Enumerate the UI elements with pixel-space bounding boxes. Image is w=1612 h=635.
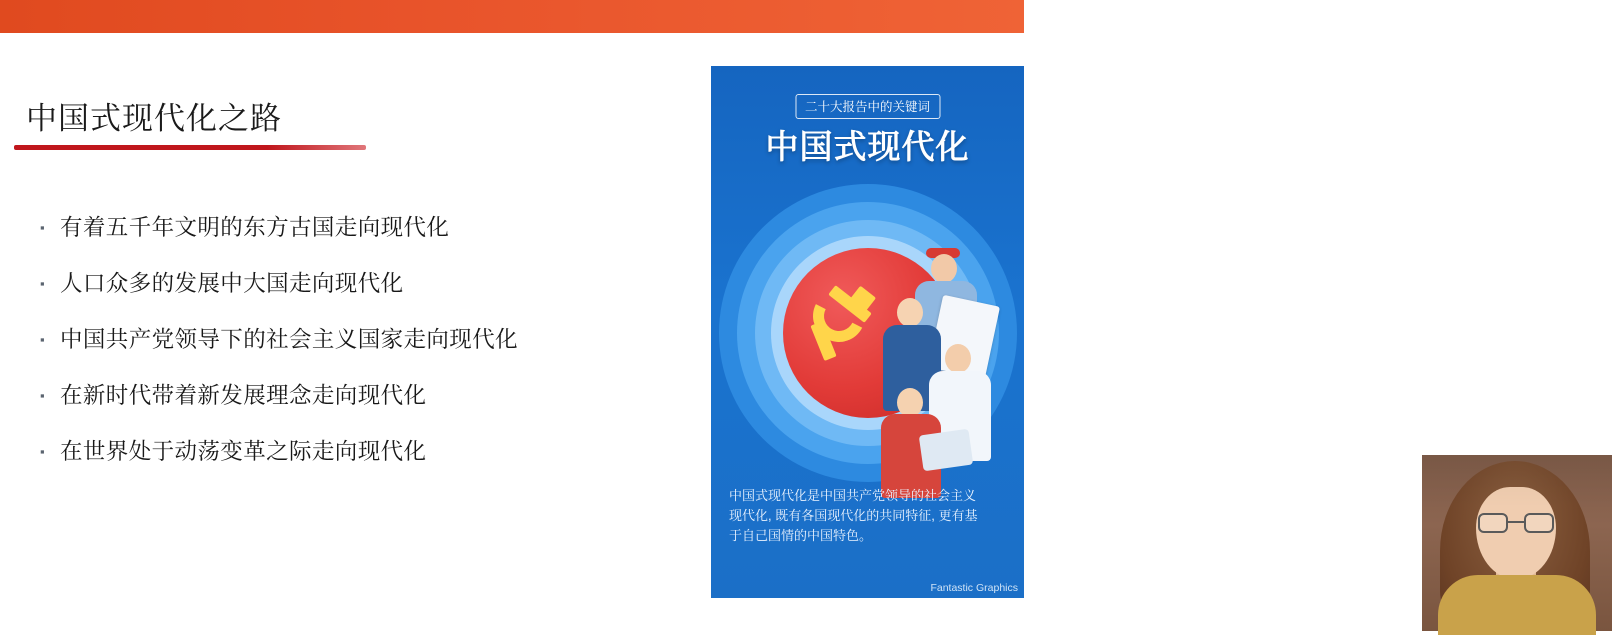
- poster-caption: 中国式现代化是中国共产党领导的社会主义现代化, 既有各国现代化的共同特征, 更有基于自己国情的中国特色。: [729, 488, 978, 543]
- bullet-marker-icon: ▪: [40, 388, 45, 403]
- bullet-marker-icon: ▪: [40, 276, 45, 291]
- top-orange-band: [0, 0, 1024, 35]
- poster-illustration: [711, 66, 1024, 598]
- list-item: [40, 435, 670, 479]
- list-item-label: 有着五千年文明的东方古国走向现代化: [60, 215, 450, 240]
- hammer-and-sickle-icon: [809, 284, 879, 364]
- list-item: [40, 379, 670, 423]
- list-item-label: 在新时代带着新发展理念走向现代化: [60, 383, 427, 408]
- slide-canvas: [0, 33, 1024, 594]
- presenter-webcam: [1422, 455, 1612, 631]
- poster-kicker: 二十大报告中的关键词: [795, 94, 940, 119]
- poster-title: 中国式现代化: [765, 130, 970, 166]
- webcam-vignette: [1422, 455, 1612, 631]
- list-item: [40, 267, 670, 311]
- people-group-illustration: [879, 246, 1027, 476]
- bullet-marker-icon: ▪: [40, 444, 45, 459]
- bullet-marker-icon: ▪: [40, 332, 45, 347]
- bullet-list: [40, 211, 670, 491]
- list-item: [40, 211, 670, 255]
- poster-credit: Fantastic Graphics: [930, 582, 1018, 594]
- title-underline-rule: [14, 145, 366, 150]
- list-item-label: 人口众多的发展中大国走向现代化: [60, 271, 404, 296]
- list-item-label: 中国共产党领导下的社会主义国家走向现代化: [60, 327, 519, 352]
- list-item: [40, 323, 670, 367]
- bullet-marker-icon: ▪: [40, 220, 45, 235]
- page-title: 中国式现代化之路: [26, 101, 282, 136]
- list-item-label: 在世界处于动荡变革之际走向现代化: [60, 439, 427, 464]
- tablet-shape: [919, 429, 974, 472]
